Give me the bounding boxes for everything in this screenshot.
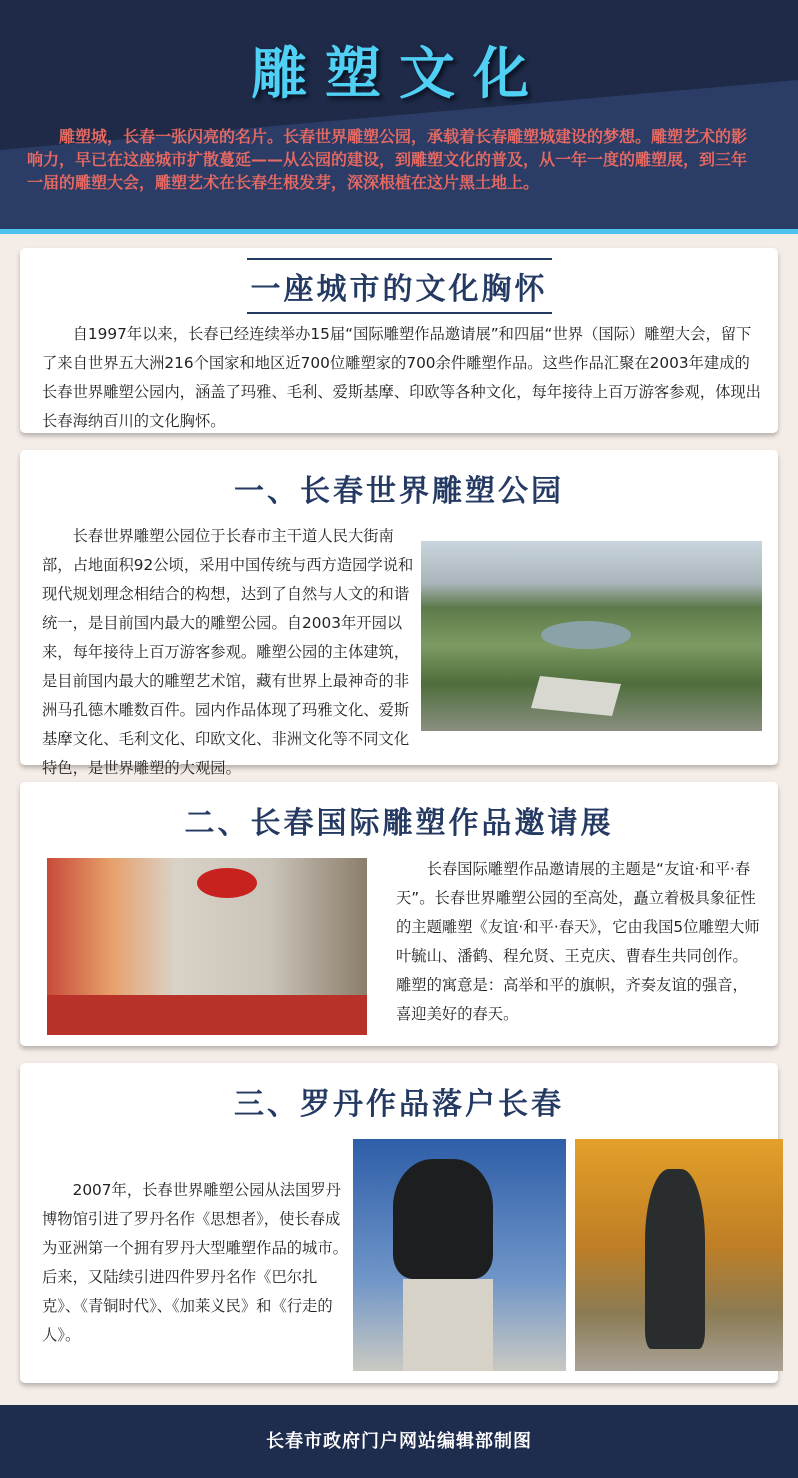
pedestal xyxy=(403,1279,493,1371)
section-title-text: 一、长春世界雕塑公园 xyxy=(234,474,564,509)
footer-credit: 长春市政府门户网站编辑部制图 xyxy=(0,1405,798,1478)
section-card-culture xyxy=(20,248,778,433)
section-title-text: 二、长春国际雕塑作品邀请展 xyxy=(184,806,614,841)
building-shape xyxy=(531,676,621,716)
section-card-park xyxy=(20,450,778,777)
section-title xyxy=(20,462,778,514)
section-card-exhibition xyxy=(20,782,778,1046)
section-text: 长春国际雕塑作品邀请展的主题是“友谊·和平·春天”。长春世界雕塑公园的至高处，矗立着极具象征性的主题雕塑《友谊·和平·春天》，它由我国5位雕塑大师叶毓山、潘鹤、程允贤、王克庆、曹春生共同创作。雕塑的寓意是：高举和平的旗帜，齐奏友谊的强音，喜迎美好的春天。 xyxy=(396,860,760,1023)
thinker-photo xyxy=(353,1139,566,1371)
section-title xyxy=(20,794,778,846)
park-aerial-photo xyxy=(421,541,762,731)
red-carpet xyxy=(47,995,367,1035)
lake-shape xyxy=(541,621,631,649)
red-ribbon xyxy=(197,868,257,898)
thinker-statue xyxy=(393,1159,493,1279)
exhibition-photo xyxy=(47,858,367,1035)
section-card-rodin xyxy=(20,1063,778,1383)
section-text: 长春世界雕塑公园位于长春市主干道人民大街南部，占地面积92公顷，采用中国传统与西方造园学说和现代规划理念相结合的构想，达到了自然与人文的和谐统一，是目前国内最大的雕塑公园。自2003年开园以来，每年接待上百万游客参观。雕塑公园的主体建筑，是目前国内最大的雕塑艺术馆，藏有世界上最神奇的非洲马孔德木雕数百件。园内作品体现了玛雅文化、爱斯基摩文化、毛利文化、印欧文化、非洲文化等不同文化特色，是世界雕塑的大观园。 xyxy=(42,527,414,777)
section-text: 2007年，长春世界雕塑公园从法国罗丹博物馆引进了罗丹名作《思想者》，使长春成为亚洲第一个拥有罗丹大型雕塑作品的城市。后来，又陆续引进四件罗丹名作《巴尔扎克》、《青铜时代》、《加莱义民》和《行走的人》。 xyxy=(42,1181,348,1344)
divider-bar xyxy=(0,229,798,234)
section-text: 自1997年以来，长春已经连续举办15届“国际雕塑作品邀请展”和四届“世界（国际）雕塑大会，留下了来自世界五大洲216个国家和地区近700位雕塑家的700余件雕塑作品。这些作品汇聚在2003年建成的长春世界雕塑公园内，涵盖了玛雅、毛利、爱斯基摩、印欧等各种文化，每年接待上百万游客参观，体现出长春海纳百川的文化胸怀。 xyxy=(42,325,761,430)
section-title xyxy=(20,258,778,314)
balzac-statue xyxy=(645,1169,705,1349)
section-title xyxy=(20,1075,778,1127)
header-banner xyxy=(0,0,798,230)
balzac-photo xyxy=(575,1139,783,1371)
section-title-text: 一座城市的文化胸怀 xyxy=(247,258,552,314)
section-title-text: 三、罗丹作品落户长春 xyxy=(234,1087,564,1122)
intro-text: 雕塑城，长春一张闪亮的名片。长春世界雕塑公园，承载着长春雕塑城建设的梦想。雕塑艺术的影响力，早已在这座城市扩散蔓延——从公园的建设，到雕塑文化的普及，从一年一度的雕塑展，到三年一届的雕塑大会，雕塑艺术在长春生根发芽，深深根植在这片黑土地上。 xyxy=(27,127,748,192)
page-title: 雕塑文化 xyxy=(251,42,547,107)
